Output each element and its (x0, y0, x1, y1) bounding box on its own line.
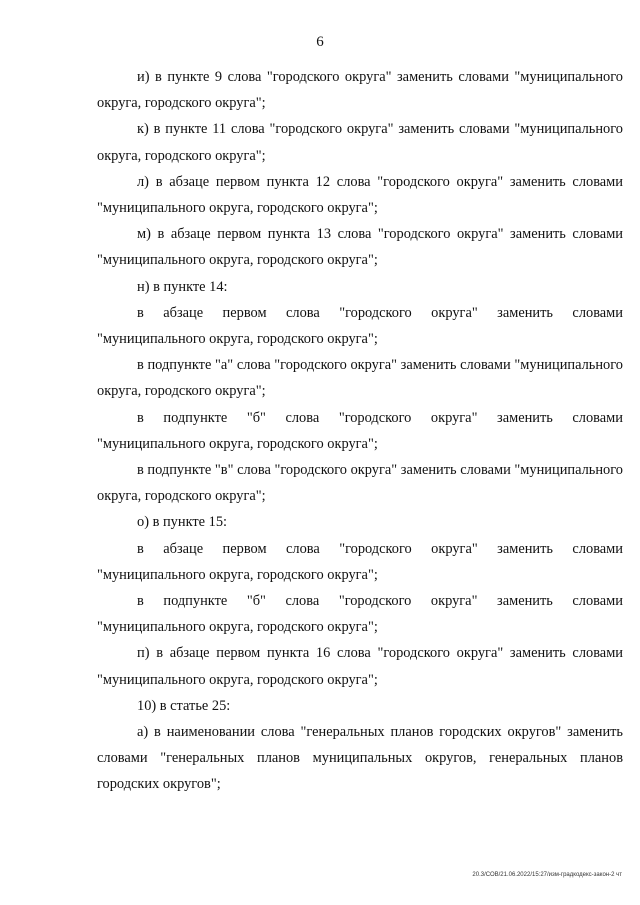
paragraph: в абзаце первом слова "городского округа" заменить словами "муниципального округа, городского округа"; (97, 304, 623, 348)
paragraph: к) в пункте 11 слова "городского округа" заменить словами "муниципального округа, городского округа"; (97, 121, 623, 164)
paragraph: л) в абзаце первом пункта 12 слова "городского округа" заменить словами "муниципального округа, городского округа"; (97, 173, 623, 217)
page-footer: 20.3/СОВ/21.06.2022/15:27/изм-градкодекс-закон-2 чт (472, 872, 622, 878)
paragraph: в абзаце первом слова "городского округа" заменить словами "муниципального округа, городского округа"; (97, 540, 623, 583)
paragraph: в подпункте "б" слова "городского округа" заменить словами "муниципального округа, городского округа"; (97, 409, 623, 452)
paragraph: в подпункте "б" слова "городского округа" заменить словами "муниципального округа, городского округа"; (97, 593, 623, 636)
paragraph: о) в пункте 15: (137, 514, 228, 531)
paragraph: п) в абзаце первом пункта 16 слова "городского округа" заменить словами "муниципального округа, городского округа"; (97, 645, 623, 688)
document-body (97, 64, 623, 798)
page-number: 6 (316, 34, 324, 50)
paragraph: в подпункте "в" слова "городского округа" заменить словами "муниципального округа, городского округа"; (97, 462, 623, 505)
paragraph: 10) в статье 25: (137, 697, 231, 714)
paragraph: в подпункте "а" слова "городского округа" заменить словами "муниципального округа, городского округа"; (97, 357, 623, 400)
paragraph: а) в наименовании слова "генеральных планов городских округов" заменить словами "генеральных планов муниципальных округов, генеральных планов городских округов"; (97, 724, 623, 793)
paragraph: м) в абзаце первом пункта 13 слова "городского округа" заменить словами "муниципального округа, городского округа"; (97, 226, 623, 269)
paragraph: и) в пункте 9 слова "городского округа" заменить словами "муниципального округа, городского округа"; (97, 69, 623, 112)
paragraph: н) в пункте 14: (137, 278, 228, 295)
